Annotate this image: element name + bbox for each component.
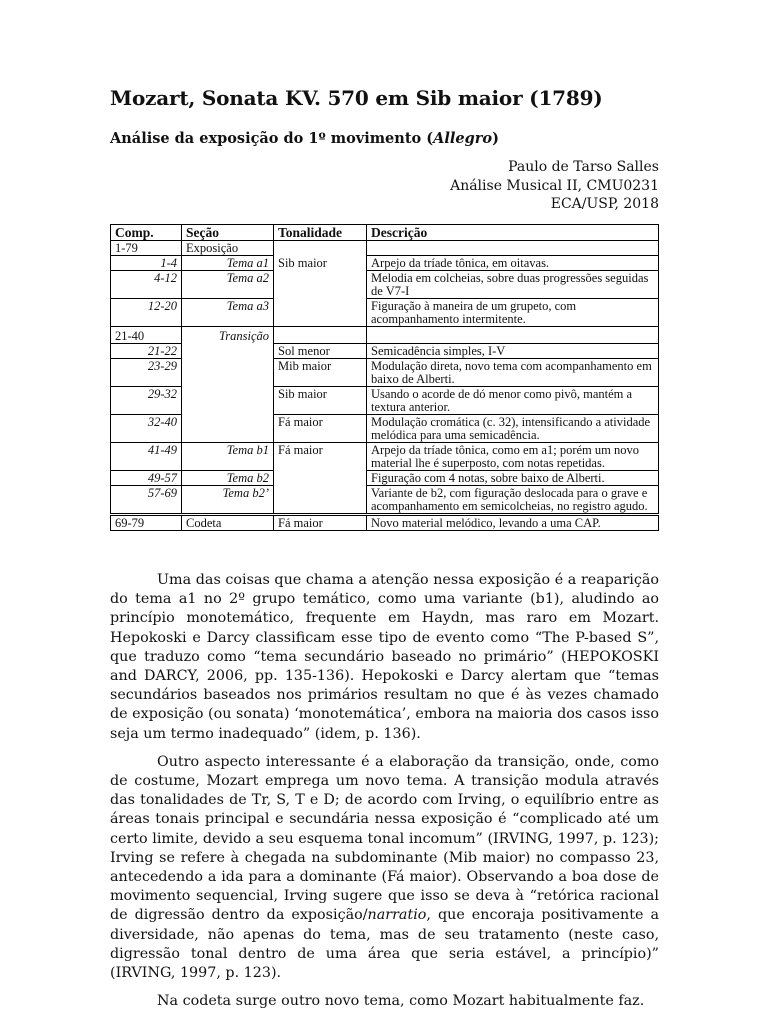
- header-tonalidade: Tonalidade: [274, 225, 367, 241]
- table-row: [111, 256, 659, 271]
- cell-secao: Tema a1: [182, 256, 274, 271]
- cell-comp: 69-79: [111, 515, 182, 531]
- table-row: [111, 471, 659, 486]
- paragraph-2: [110, 753, 659, 983]
- cell-ton: Sol menor: [274, 344, 367, 359]
- cell-desc: [367, 241, 659, 256]
- cell-desc: Modulação direta, novo tema com acompanhamento em baixo de Alberti.: [367, 359, 659, 387]
- cell-secao: Codeta: [182, 515, 274, 531]
- cell-secao: Tema b2’: [182, 486, 274, 515]
- cell-ton: Mib maior: [274, 359, 367, 387]
- cell-comp: 12-20: [111, 299, 182, 327]
- cell-comp: 1-4: [111, 256, 182, 271]
- paragraph-1: Uma das coisas que chama a atenção nessa exposição é a reaparição do tema a1 no 2º grupo temático, como uma variante (b1), aludindo ao princípio monotemático, frequente em Haydn, mas raro em Mozart. Hepokoski e Darcy classificam esse tipo de evento como “The P-based S”, que traduzo como “tema secundário baseado no primário” (HEPOKOSKI and DARCY, 2006, pp. 135-136). Hepokoski e Darcy alertam que “temas secundários baseados nos primários resultam no que é às vezes chamado de exposição (ou sonata) ‘monotemática’, embora na maioria dos casos isso seja um termo inadequado” (idem, p. 136).: [110, 572, 659, 742]
- paragraph-2-text-end: , que encoraja positivamente a diversidade, não apenas do tema, mas de seu tratamento (neste caso, digressão tonal dentro de uma área que seria estável, a princípio)” (IRVING, 1997, p. 123).: [110, 907, 659, 982]
- cell-desc: Figuração à maneira de um grupeto, com acompanhamento intermitente.: [367, 299, 659, 327]
- cell-comp: 23-29: [111, 359, 182, 387]
- cell-ton: Fá maior: [274, 415, 367, 443]
- table-header-row: [111, 225, 659, 241]
- author-block: [450, 158, 659, 214]
- cell-comp: 4-12: [111, 271, 182, 299]
- cell-comp: 21-22: [111, 344, 182, 359]
- cell-comp: 49-57: [111, 471, 182, 486]
- body-text: [110, 571, 659, 1020]
- document-title: Mozart, Sonata KV. 570 em Sib maior (1789): [110, 86, 603, 110]
- cell-secao: Exposição: [182, 241, 274, 256]
- table-row: [111, 241, 659, 256]
- table-row: [111, 486, 659, 515]
- cell-secao: Tema b2: [182, 471, 274, 486]
- cell-desc: Melodia em colcheias, sobre duas progressões seguidas de V7-I: [367, 271, 659, 299]
- header-descricao: Descrição: [367, 225, 659, 241]
- cell-secao: Transição: [182, 327, 274, 443]
- course-name: Análise Musical II, CMU0231: [450, 177, 659, 194]
- cell-ton: Fá maior: [274, 443, 367, 515]
- cell-desc: [367, 327, 659, 344]
- institution-year: ECA/USP, 2018: [550, 196, 659, 212]
- cell-desc: Modulação cromática (c. 32), intensificando a atividade melódica para uma semicadência.: [367, 415, 659, 443]
- header-comp: Comp.: [111, 225, 182, 241]
- cell-comp: 1-79: [111, 241, 182, 256]
- document-subtitle: [110, 130, 499, 147]
- author-name: Paulo de Tarso Salles: [508, 159, 659, 175]
- header-secao: Seção: [182, 225, 274, 241]
- cell-comp: 41-49: [111, 443, 182, 471]
- analysis-table: [110, 224, 659, 531]
- cell-desc: Arpejo da tríade tônica, como em a1; porém um novo material lhe é superposto, com notas repetidas.: [367, 443, 659, 471]
- cell-comp: 21-40: [111, 327, 182, 344]
- subtitle-close: ): [492, 130, 499, 147]
- cell-desc: Novo material melódico, levando a uma CAP.: [367, 515, 659, 531]
- paragraph-3: Na codeta surge outro novo tema, como Mozart habitualmente faz.: [157, 993, 645, 1010]
- cell-ton: Sib maior: [274, 256, 367, 327]
- cell-ton: Sib maior: [274, 387, 367, 415]
- cell-desc: Variante de b2, com figuração deslocada para o grave e acompanhamento em semicolcheias, no registro agudo.: [367, 486, 659, 515]
- paragraph-2-text: Outro aspecto interessante é a elaboração da transição, onde, como de costume, Mozart emprega um novo tema. A transição modula através das tonalidades de Tr, S, T e D; de acordo com Irving, o equilíbrio entre as áreas tonais principal e secundária nessa exposição é “complicado até um certo limite, devido a seu esquema tonal incomum” (IRVING, 1997, p. 123); Irving se refere à chegada na subdominante (Mib maior) no compasso 23, antecedendo a ida para a dominante (Fá maior). Observando a boa dose de movimento sequencial, Irving sugere que isso se deva à “retórica racional de digressão dentro da exposição/: [110, 753, 659, 924]
- table-row: [111, 271, 659, 299]
- cell-ton: [274, 241, 367, 256]
- cell-desc: Semicadência simples, I-V: [367, 344, 659, 359]
- cell-comp: 57-69: [111, 486, 182, 515]
- cell-comp: 32-40: [111, 415, 182, 443]
- cell-comp: 29-32: [111, 387, 182, 415]
- cell-desc: Usando o acorde de dó menor como pivô, mantém a textura anterior.: [367, 387, 659, 415]
- paragraph-2-emphasis: narratio: [367, 907, 427, 924]
- cell-ton: [274, 327, 367, 344]
- cell-desc: Figuração com 4 notas, sobre baixo de Alberti.: [367, 471, 659, 486]
- cell-secao: Tema b1: [182, 443, 274, 471]
- table-row: [111, 443, 659, 471]
- cell-secao: Tema a3: [182, 299, 274, 327]
- subtitle-emphasis: Allegro: [433, 130, 493, 147]
- subtitle-text: Análise da exposição do 1º movimento (: [110, 130, 434, 147]
- cell-secao: Tema a2: [182, 271, 274, 299]
- cell-desc: Arpejo da tríade tônica, em oitavas.: [367, 256, 659, 271]
- table-row: [111, 515, 659, 531]
- table-row: [111, 299, 659, 327]
- table-row: [111, 327, 659, 344]
- cell-ton: Fá maior: [274, 515, 367, 531]
